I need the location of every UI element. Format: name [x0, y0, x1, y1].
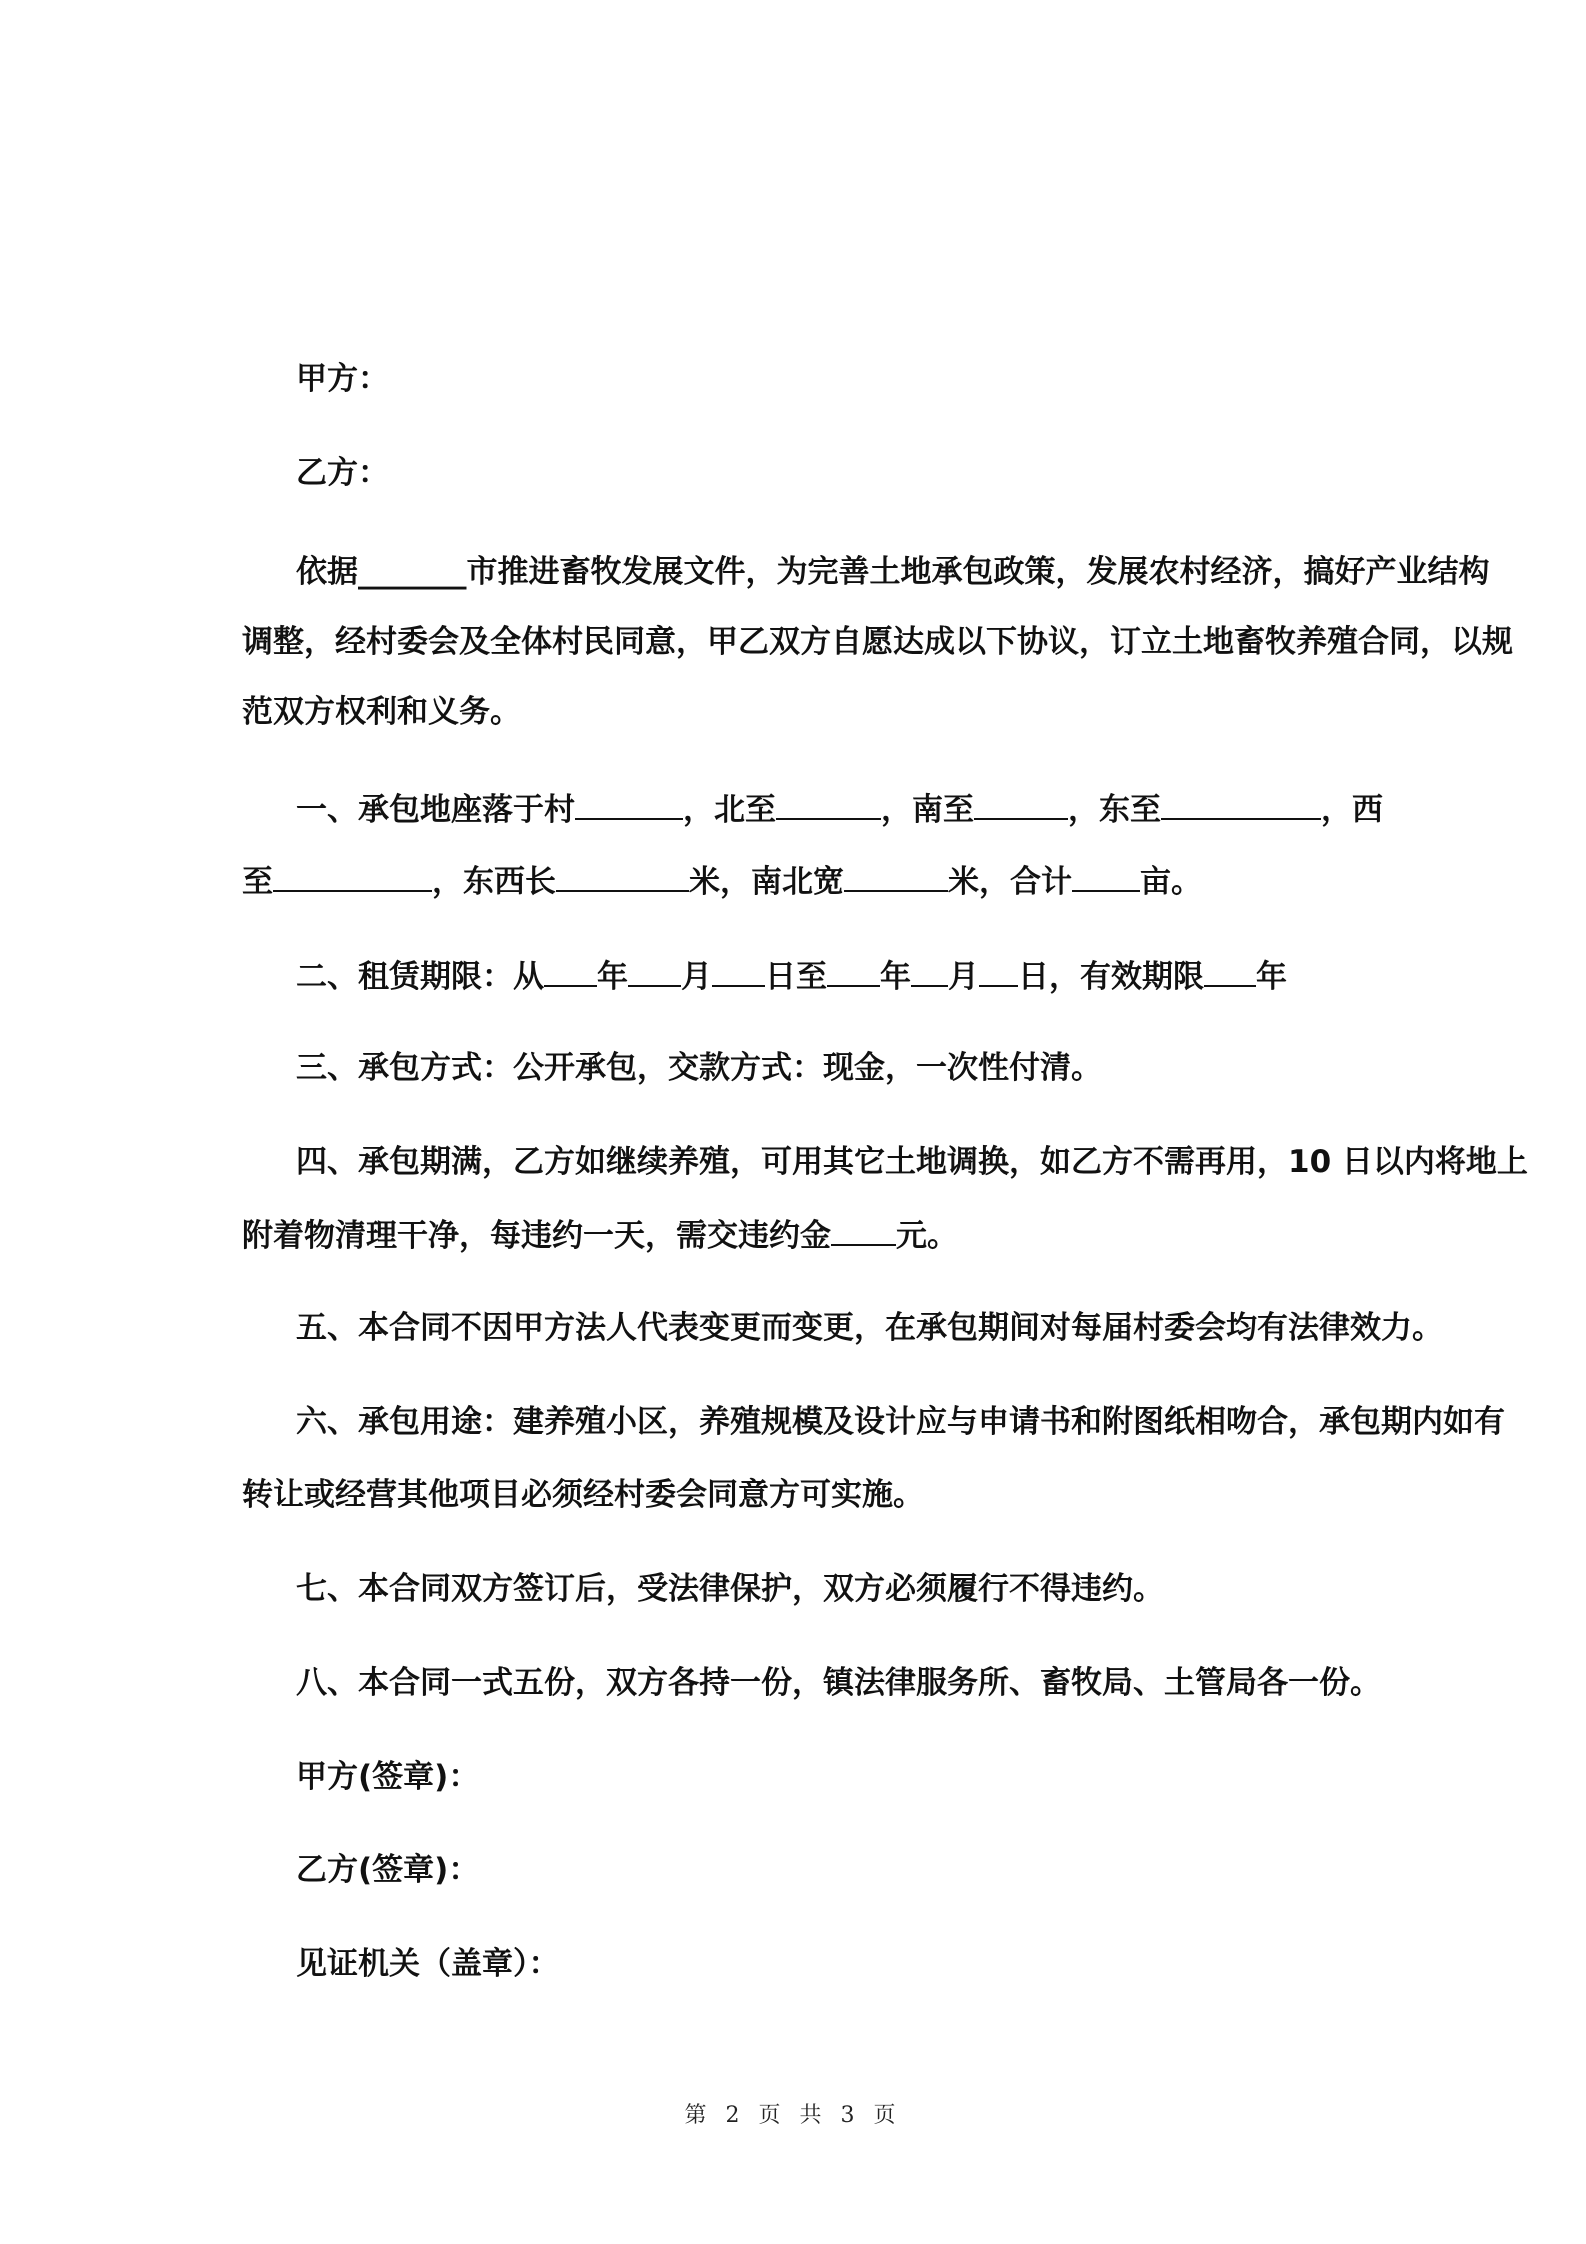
text: 年: [597, 959, 628, 995]
clause-1-line-1: [296, 788, 1383, 830]
party-b-signature: 乙方(签章)：: [296, 1852, 480, 1888]
clause-8: 八、本合同一式五份，双方各持一份，镇法律服务所、畜牧局、土管局各一份。: [296, 1665, 1381, 1701]
clause-6-line-2: 转让或经营其他项目必须经村委会同意方可实施。: [242, 1477, 924, 1513]
clause-4-line-2: [242, 1214, 958, 1256]
text: ，南至: [881, 792, 974, 828]
text: ，西: [1321, 792, 1383, 828]
clause-4-line-1: 四、承包期满，乙方如继续养殖，可用其它土地调换，如乙方不需再用，10 日以内将地上: [296, 1144, 1528, 1180]
text: 米，合计: [948, 864, 1072, 900]
blank-field: [628, 955, 681, 987]
text: 二、租赁期限：从: [296, 959, 544, 995]
text: ，北至: [683, 792, 776, 828]
blank-field: [556, 860, 689, 892]
text: 附着物清理干净，每违约一天，需交违约金: [242, 1218, 831, 1254]
text: 年: [1256, 959, 1287, 995]
intro-line-3: 范双方权利和义务。: [242, 694, 521, 730]
blank-field: [1161, 788, 1321, 820]
blank-field: [544, 955, 597, 987]
blank-field: [1204, 955, 1256, 987]
blank-field: [712, 955, 765, 987]
text: ，东西长: [432, 864, 556, 900]
page-footer: 第 2 页 共 3 页: [684, 2103, 902, 2128]
text: 一、承包地座落于村: [296, 792, 575, 828]
text: 日至: [765, 959, 827, 995]
text: 亩。: [1140, 864, 1202, 900]
text: 米，南北宽: [689, 864, 844, 900]
party-a-signature: 甲方(签章)：: [296, 1759, 480, 1795]
witness-seal: 见证机关（盖章）：: [296, 1946, 560, 1982]
text: 月: [681, 959, 712, 995]
text: 年: [880, 959, 911, 995]
clause-7: 七、本合同双方签订后，受法律保护，双方必须履行不得违约。: [296, 1571, 1164, 1607]
blank-field: [575, 788, 683, 820]
clause-2: [296, 955, 1287, 997]
party-a-label: 甲方：: [296, 361, 389, 397]
blank-field: [827, 955, 880, 987]
intro-line-1: 依据_______市推进畜牧发展文件，为完善土地承包政策，发展农村经济，搞好产业结构: [296, 554, 1490, 590]
blank-field: [1072, 860, 1140, 892]
text: 至: [242, 864, 273, 900]
blank-field: [979, 955, 1018, 987]
text: 日，有效期限: [1018, 959, 1204, 995]
blank-field: [974, 788, 1068, 820]
blank-field: [844, 860, 948, 892]
clause-5: 五、本合同不因甲方法人代表变更而变更，在承包期间对每届村委会均有法律效力。: [296, 1310, 1443, 1346]
clause-1-line-2: [242, 860, 1202, 902]
blank-field: [831, 1214, 896, 1246]
party-b-label: 乙方：: [296, 455, 389, 491]
blank-field: [911, 955, 948, 987]
text: 元。: [896, 1218, 958, 1254]
text: ，东至: [1068, 792, 1161, 828]
intro-line-2: 调整，经村委会及全体村民同意，甲乙双方自愿达成以下协议，订立土地畜牧养殖合同，以规: [242, 624, 1513, 660]
clause-3: 三、承包方式：公开承包，交款方式：现金，一次性付清。: [296, 1050, 1102, 1086]
blank-field: [273, 860, 432, 892]
clause-6-line-1: 六、承包用途：建养殖小区，养殖规模及设计应与申请书和附图纸相吻合，承包期内如有: [296, 1404, 1505, 1440]
blank-field: [776, 788, 881, 820]
text: 月: [948, 959, 979, 995]
